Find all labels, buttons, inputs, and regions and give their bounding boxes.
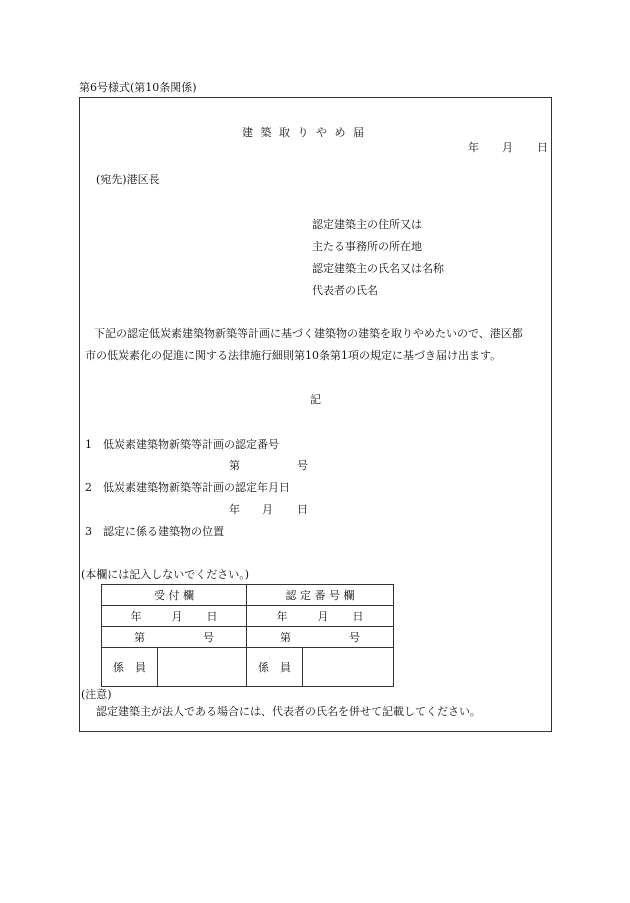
cert-number-cell[interactable] bbox=[247, 627, 394, 648]
body-line-2: 市の低炭素化の促進に関する法律施行細則第10条第1項の規定に基づき届け出ます。 bbox=[85, 349, 502, 362]
receipt-day: 日 bbox=[206, 610, 218, 623]
table-date-row bbox=[102, 606, 394, 627]
receipt-date-cell[interactable] bbox=[102, 606, 247, 627]
receipt-year: 年 bbox=[130, 610, 142, 623]
item-3-label: 認定に係る建築物の位置 bbox=[103, 525, 224, 538]
item-2-label: 低炭素建築物新築等計画の認定年月日 bbox=[103, 481, 290, 494]
addressee: (宛先)港区長 bbox=[96, 173, 160, 186]
cert-staff-text: 係 員 bbox=[258, 661, 291, 674]
cert-dai: 第 bbox=[280, 631, 291, 644]
receipt-number-cell[interactable] bbox=[102, 627, 247, 648]
receipt-header-label: 受 付 欄 bbox=[154, 589, 194, 602]
item-1-label: 低炭素建築物新築等計画の認定番号 bbox=[103, 438, 279, 451]
cert-year: 年 bbox=[276, 610, 288, 623]
receipt-dai: 第 bbox=[134, 631, 145, 644]
receipt-staff-text: 係 員 bbox=[113, 661, 146, 674]
cert-day: 日 bbox=[352, 610, 364, 623]
date-year[interactable]: 年 bbox=[468, 141, 479, 154]
item-3-number: 3 bbox=[85, 525, 92, 538]
form-number: 第6号様式(第10条関係) bbox=[79, 81, 197, 94]
receipt-go: 号 bbox=[203, 631, 214, 644]
applicant-name-label: 認定建築主の氏名又は名称 bbox=[312, 262, 444, 275]
item-1-number: 1 bbox=[85, 438, 92, 451]
note-heading: (注意) bbox=[81, 688, 112, 701]
receipt-month: 月 bbox=[171, 610, 183, 623]
table-number-row bbox=[102, 627, 394, 648]
cert-date-day: 日 bbox=[297, 503, 308, 516]
representative-name-label: 代表者の氏名 bbox=[312, 284, 378, 297]
cert-number-header-label: 認 定 番 号 欄 bbox=[285, 589, 355, 602]
applicant-address-label: 認定建築主の住所又は bbox=[312, 218, 422, 231]
receipt-header bbox=[102, 585, 247, 606]
cert-date-month: 月 bbox=[262, 503, 273, 516]
cert-date-cell[interactable] bbox=[247, 606, 394, 627]
cert-staff-input[interactable] bbox=[303, 648, 394, 687]
office-use-table bbox=[101, 584, 394, 687]
cert-number-dai: 第 bbox=[229, 459, 240, 472]
receipt-staff-input[interactable] bbox=[158, 648, 247, 687]
item-2-number: 2 bbox=[85, 481, 92, 494]
note-text: 認定建築主が法人である場合には、代表者の氏名を併せて記載してください。 bbox=[96, 705, 481, 718]
cert-date-year: 年 bbox=[229, 503, 240, 516]
cert-number-go: 号 bbox=[297, 459, 308, 472]
body-line-1: 下記の認定低炭素建築物新築等計画に基づく建築物の建築を取りやめたいので、港区都 bbox=[94, 327, 523, 340]
receipt-staff-label bbox=[102, 648, 158, 687]
ki-heading: 記 bbox=[310, 393, 321, 406]
cert-month: 月 bbox=[317, 610, 329, 623]
table-staff-row bbox=[102, 648, 394, 687]
applicant-office-label: 主たる事務所の所在地 bbox=[312, 240, 422, 253]
cert-go: 号 bbox=[349, 631, 360, 644]
cert-number-header bbox=[247, 585, 394, 606]
office-use-note: (本欄には記入しないでください。) bbox=[81, 568, 250, 581]
cert-staff-label bbox=[247, 648, 303, 687]
date-month[interactable]: 月 bbox=[502, 141, 513, 154]
form-title: 建 築 取 り や め 届 bbox=[242, 126, 366, 139]
table-header-row bbox=[102, 585, 394, 606]
date-day[interactable]: 日 bbox=[537, 141, 548, 154]
